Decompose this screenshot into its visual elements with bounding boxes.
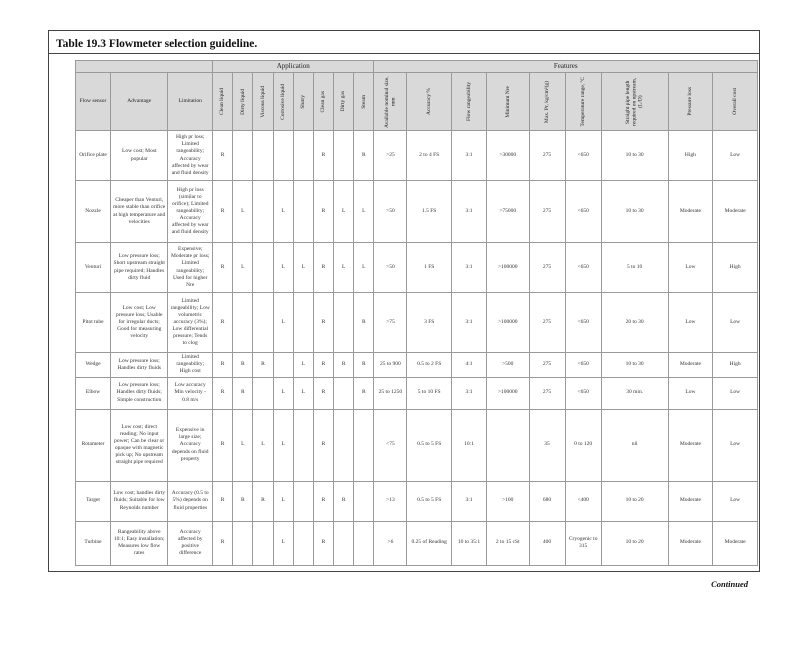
cell-slurry: L [293,243,313,293]
cell-corrosive-liquid: L [273,377,293,409]
cell-accuracy: 1 FS [407,243,452,293]
cell-min-re: >500 [487,353,529,377]
cell-sensor: Venturi [76,243,111,293]
cell-dirty-liquid [233,293,253,353]
cell-slurry: L [293,353,313,377]
column-header-min-re-text: Minimum Nre [504,85,511,118]
cell-clean-gas: R [313,131,333,181]
column-header-viscous-liquid [253,73,273,131]
table-row [76,243,758,293]
column-header-corrosive-liquid-text: Corrosive liquid [279,83,286,120]
cell-clean-gas: R [313,243,333,293]
cell-dirty-liquid: L [233,409,253,481]
column-header-pressure-loss-text: Pressure loss [687,87,694,116]
column-header-nominal-size-text: Available nominal size, mm [384,75,397,128]
table-row [76,377,758,409]
column-header-viscous-liquid-text: Viscous liquid [259,85,266,118]
cell-limitation: Expensive in large size; Accuracy depends on fluid property [168,409,213,481]
cell-steam: L [354,243,374,293]
cell-min-re: >30000 [487,131,529,181]
cell-corrosive-liquid: L [273,521,293,565]
cell-corrosive-liquid [273,353,293,377]
cell-straight-pipe: 10 to 20 [601,481,668,521]
cell-viscous-liquid [253,521,273,565]
cell-viscous-liquid: R [253,353,273,377]
cell-dirty-gas [334,293,354,353]
cell-clean-gas: R [313,521,333,565]
cell-corrosive-liquid: L [273,409,293,481]
cell-dirty-gas [334,521,354,565]
cell-min-re: 2 to 15 cSt [487,521,529,565]
cell-rangeability: 3:1 [451,481,486,521]
cell-pressure-loss: Moderate [668,181,713,243]
cell-rangeability: 10 to 35:1 [451,521,486,565]
features-group-header: Features [374,61,758,73]
cell-accuracy: 0.5 to 5 FS [407,409,452,481]
cell-pressure-loss: Moderate [668,481,713,521]
cell-nominal-size: >6 [374,521,407,565]
cell-rangeability: 3:1 [451,243,486,293]
cell-temp-range: <650 [565,243,601,293]
table-row [76,481,758,521]
cell-overall-cost: Moderate [713,521,758,565]
cell-corrosive-liquid: L [273,181,293,243]
cell-overall-cost: Moderate [713,181,758,243]
cell-max-pr: 35 [529,409,565,481]
cell-clean-liquid: R [213,521,233,565]
cell-limitation: Limited rangeability; High cost [168,353,213,377]
cell-slurry [293,131,313,181]
column-header-corrosive-liquid [273,73,293,131]
cell-limitation: High pr loss; Limited rangeability; Accuracy affected by wear and fluid density [168,131,213,181]
cell-straight-pipe: 5 to 10 [601,243,668,293]
cell-overall-cost: Low [713,377,758,409]
table-row [76,353,758,377]
column-header-temperature-range-text: Temperature range, ºC [580,76,586,127]
cell-steam: R [354,377,374,409]
cell-slurry: L [293,377,313,409]
column-header-temperature-range [565,73,601,131]
column-header-nominal-size [374,73,407,131]
caption-divider [48,53,760,54]
cell-pressure-loss: High [668,131,713,181]
cell-straight-pipe: 10 to 30 [601,181,668,243]
cell-slurry [293,293,313,353]
cell-temp-range: <650 [565,377,601,409]
cell-corrosive-liquid: L [273,293,293,353]
cell-advantage: Low pressure loss; Short upstream straight pipe required; Handles dirty fluid [111,243,168,293]
continued-note: Continued [711,579,748,589]
cell-temp-range: Cryogenic to 315 [565,521,601,565]
table-row [76,131,758,181]
application-group-header: Application [213,61,374,73]
column-header-overall-cost [713,73,758,131]
column-header-dirty-liquid [233,73,253,131]
cell-dirty-liquid: R [233,481,253,521]
cell-advantage: Rangeability above 10:1; Easy installation; Measures low flow rates [111,521,168,565]
cell-advantage: Low cost; Most popular [111,131,168,181]
cell-temp-range: <650 [565,181,601,243]
cell-limitation: Accuracy affected by positive difference [168,521,213,565]
cell-corrosive-liquid: L [273,243,293,293]
cell-advantage: Cheaper than Venturi, more stable than orifice at high temperature and velocities [111,181,168,243]
cell-steam: L [354,181,374,243]
cell-corrosive-liquid [273,131,293,181]
column-header-steam-text: Steam [360,94,367,109]
cell-slurry [293,521,313,565]
cell-sensor: Elbow [76,377,111,409]
cell-nominal-size: <75 [374,409,407,481]
cell-slurry [293,481,313,521]
cell-max-pr: 275 [529,293,565,353]
cell-overall-cost: Low [713,293,758,353]
cell-min-re: >100000 [487,293,529,353]
column-header-sensor: Flow sensor [76,73,111,131]
column-header-dirty-gas-text: Dirty gas [340,91,347,112]
cell-dirty-gas: R [334,353,354,377]
cell-viscous-liquid [253,181,273,243]
cell-slurry [293,409,313,481]
cell-dirty-gas: L [334,243,354,293]
cell-advantage: Low pressure loss; Handles dirty fluids; Simple construction [111,377,168,409]
table-row [76,409,758,481]
cell-temp-range: 0 to 120 [565,409,601,481]
cell-steam [354,521,374,565]
cell-nominal-size: >75 [374,293,407,353]
cell-viscous-liquid: L [253,409,273,481]
cell-sensor: Nozzle [76,181,111,243]
cell-viscous-liquid [253,377,273,409]
cell-rangeability: 3:1 [451,181,486,243]
cell-straight-pipe: nil [601,409,668,481]
cell-clean-liquid: R [213,409,233,481]
column-header-dirty-liquid-text: Dirty liquid [239,88,246,115]
cell-clean-liquid: R [213,131,233,181]
column-header-min-re [487,73,529,131]
cell-pressure-loss: Low [668,377,713,409]
cell-clean-gas: R [313,409,333,481]
cell-min-re [487,409,529,481]
cell-straight-pipe: 10 to 30 [601,131,668,181]
column-header-straight-pipe-text: Straight pipe length required on upstream, (L/D) [625,77,644,126]
cell-dirty-gas [334,409,354,481]
column-header-max-pressure [529,73,565,131]
cell-sensor: Orifice plate [76,131,111,181]
table-body [76,131,758,565]
table-row [76,181,758,243]
cell-rangeability: 4:1 [451,353,486,377]
cell-straight-pipe: 30 min. [601,377,668,409]
cell-overall-cost: Low [713,131,758,181]
cell-temp-range: <650 [565,131,601,181]
cell-accuracy: 2 to 4 FS [407,131,452,181]
cell-dirty-gas: L [334,181,354,243]
cell-temp-range: <650 [565,293,601,353]
cell-dirty-gas: R [334,481,354,521]
cell-overall-cost: High [713,353,758,377]
cell-overall-cost: Low [713,481,758,521]
cell-advantage: Low pressure loss; Handles dirty fluids [111,353,168,377]
cell-limitation: Accuracy (0.5 to 5%) depends on fluid properties [168,481,213,521]
cell-clean-gas: R [313,181,333,243]
cell-slurry [293,181,313,243]
column-header-overall-cost-text: Overall cost [731,88,738,115]
cell-dirty-liquid: R [233,353,253,377]
cell-dirty-liquid: L [233,243,253,293]
cell-max-pr: 275 [529,353,565,377]
cell-steam: R [354,353,374,377]
cell-steam [354,481,374,521]
cell-accuracy: 0.25 of Reading [407,521,452,565]
cell-rangeability: 3:1 [451,377,486,409]
group-header-blank [76,61,213,73]
cell-clean-liquid: R [213,181,233,243]
cell-viscous-liquid [253,131,273,181]
cell-overall-cost: High [713,243,758,293]
table-row [76,293,758,353]
cell-max-pr: 275 [529,243,565,293]
cell-viscous-liquid [253,243,273,293]
cell-straight-pipe: 20 to 30 [601,293,668,353]
cell-limitation: High pr loss (similar to orifice); Limited rangeability; Accuracy affected by wear and fluid density [168,181,213,243]
cell-viscous-liquid: R [253,481,273,521]
column-header-advantage: Advantage [111,73,168,131]
cell-limitation: Expensive; Moderate pr loss; Limited rangeability; Used for higher Nre [168,243,213,293]
column-header-slurry-text: Slurry [300,94,307,109]
column-header-limitation: Limitation [168,73,213,131]
cell-steam: R [354,293,374,353]
cell-sensor: Pitot tube [76,293,111,353]
cell-advantage: Low cost; Low pressure loss; Usable for irregular ducts; Good for measuring velocity [111,293,168,353]
cell-accuracy: 5 to 10 FS [407,377,452,409]
cell-dirty-liquid: L [233,181,253,243]
cell-sensor: Wedge [76,353,111,377]
cell-clean-liquid: R [213,243,233,293]
cell-max-pr: 275 [529,131,565,181]
cell-min-re: >100 [487,481,529,521]
cell-dirty-liquid: R [233,377,253,409]
cell-rangeability: 3:1 [451,293,486,353]
column-header-clean-gas-text: Clean gas [320,90,327,113]
cell-nominal-size: 25 to 1250 [374,377,407,409]
column-header-slurry [293,73,313,131]
column-header-clean-liquid [213,73,233,131]
cell-steam: R [354,131,374,181]
cell-accuracy: 0.5 to 2 FS [407,353,452,377]
cell-temp-range: <400 [565,481,601,521]
table-row [76,521,758,565]
cell-clean-liquid: R [213,481,233,521]
cell-dirty-liquid [233,521,253,565]
cell-max-pr: 275 [529,377,565,409]
cell-pressure-loss: Moderate [668,521,713,565]
flowmeter-table [75,60,758,566]
cell-clean-gas: R [313,377,333,409]
cell-max-pr: 275 [529,181,565,243]
cell-pressure-loss: Low [668,243,713,293]
column-header-clean-liquid-text: Clean liquid [219,88,226,116]
cell-nominal-size: >50 [374,181,407,243]
cell-nominal-size: >13 [374,481,407,521]
column-header-clean-gas [313,73,333,131]
cell-rangeability: 3:1 [451,131,486,181]
column-header-row [76,73,758,131]
cell-rangeability: 10:1 [451,409,486,481]
column-header-accuracy [407,73,452,131]
cell-clean-gas: R [313,353,333,377]
cell-sensor: Turbine [76,521,111,565]
cell-dirty-liquid [233,131,253,181]
column-header-accuracy-text: Accuracy % [426,88,433,116]
cell-steam [354,409,374,481]
cell-clean-liquid: R [213,377,233,409]
cell-clean-gas: R [313,293,333,353]
cell-limitation: Low accuracy Min velocity - 0.8 m/s [168,377,213,409]
cell-nominal-size: >25 [374,131,407,181]
cell-pressure-loss: Moderate [668,353,713,377]
cell-advantage: Low cost; handles dirty fluids; Suitable for low Reynolds number [111,481,168,521]
column-header-pressure-loss [668,73,713,131]
cell-dirty-gas [334,377,354,409]
cell-limitation: Limited rangeability; Low volumetric accuracy (3%); Low differential pressure; Tends to clog [168,293,213,353]
cell-min-re: >100000 [487,243,529,293]
cell-clean-liquid: R [213,293,233,353]
cell-accuracy: 1.5 FS [407,181,452,243]
column-header-dirty-gas [334,73,354,131]
cell-pressure-loss: Moderate [668,409,713,481]
cell-sensor: Target [76,481,111,521]
cell-nominal-size: 25 to 900 [374,353,407,377]
cell-overall-cost: Low [713,409,758,481]
cell-straight-pipe: 10 to 20 [601,521,668,565]
cell-accuracy: 0.5 to 5 FS [407,481,452,521]
group-header-row [76,61,758,73]
cell-max-pr: 680 [529,481,565,521]
cell-temp-range: <650 [565,353,601,377]
cell-sensor: Rotameter [76,409,111,481]
cell-pressure-loss: Low [668,293,713,353]
cell-viscous-liquid [253,293,273,353]
cell-clean-liquid: R [213,353,233,377]
table-caption: Table 19.3 Flowmeter selection guideline. [56,38,258,50]
cell-nominal-size: >50 [374,243,407,293]
cell-min-re: >100000 [487,377,529,409]
cell-corrosive-liquid: L [273,481,293,521]
cell-dirty-gas [334,131,354,181]
cell-advantage: Low cost; direct reading; No input power; Can be clear or opaque with magnetic pick up; No upstream straight pipe required [111,409,168,481]
column-header-rangeability [451,73,486,131]
cell-min-re: >75000 [487,181,529,243]
column-header-steam [354,73,374,131]
cell-straight-pipe: 10 to 30 [601,353,668,377]
column-header-straight-pipe [601,73,668,131]
column-header-rangeability-text: Flow rangeability [465,82,472,122]
cell-clean-gas: R [313,481,333,521]
column-header-max-pressure-text: Max. Pr, kg/cm²(g) [543,80,550,123]
cell-accuracy: 3 FS [407,293,452,353]
cell-max-pr: 400 [529,521,565,565]
